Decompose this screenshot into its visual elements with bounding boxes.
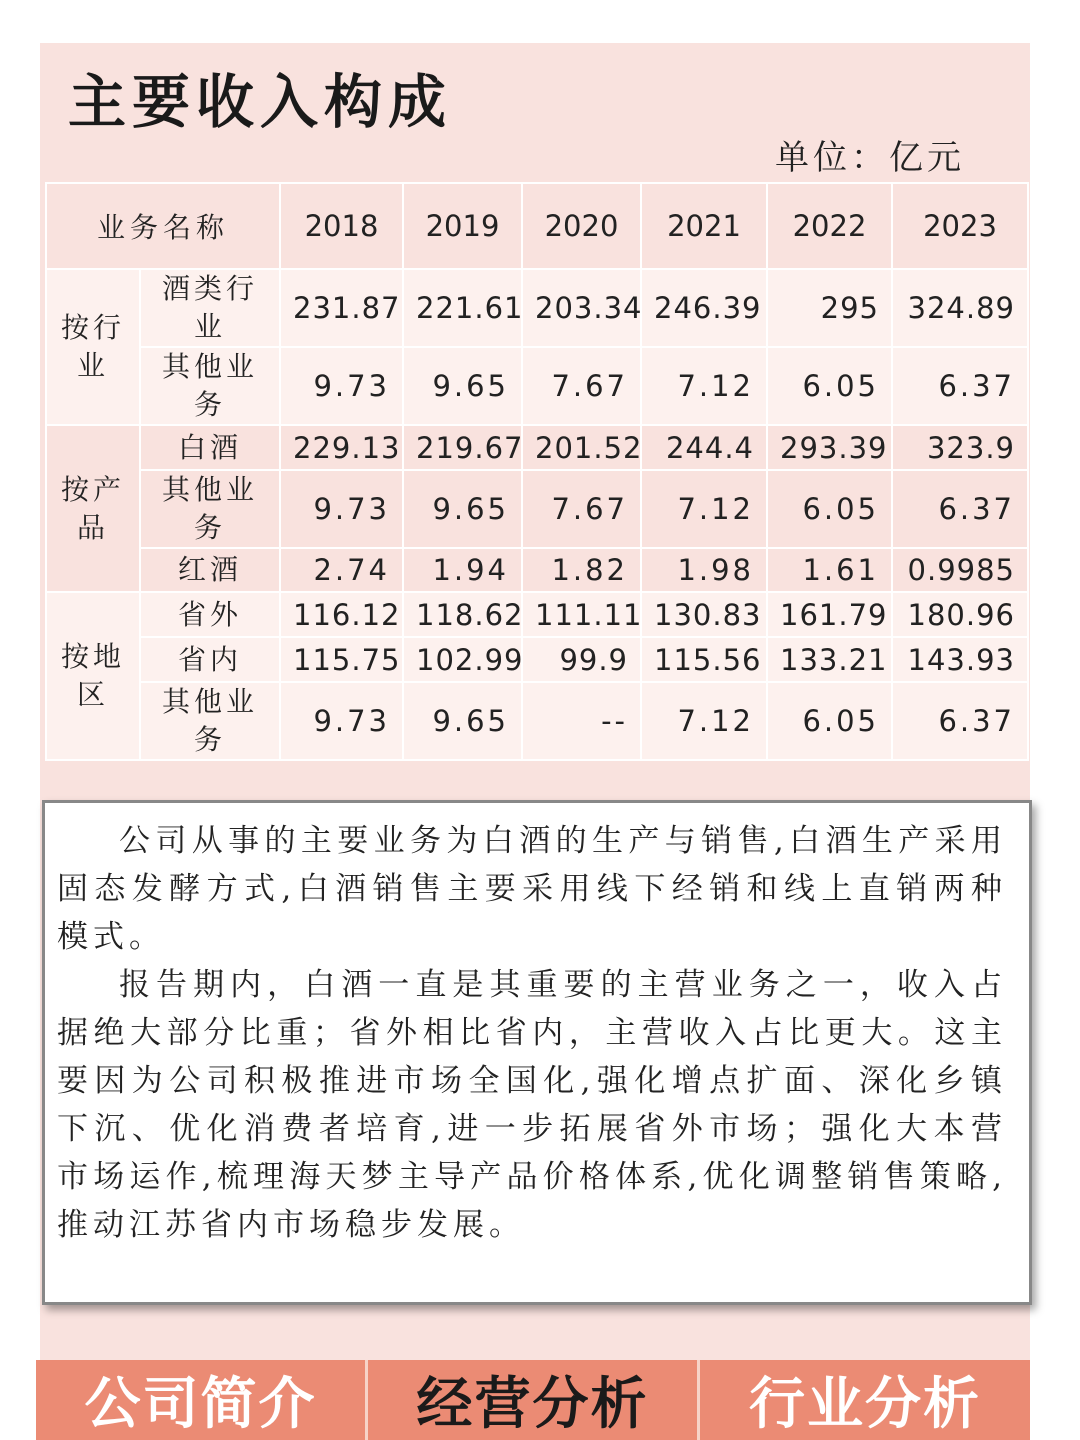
value-cell: 2.74	[280, 548, 403, 592]
value-cell: 111.11	[522, 592, 641, 637]
table-row	[46, 682, 1028, 760]
bottom-tab-bar	[36, 1360, 1030, 1440]
value-cell: --	[522, 682, 641, 760]
table-row	[46, 347, 1028, 425]
value-cell: 9.73	[280, 682, 403, 760]
row-name: 酒类行业	[140, 269, 280, 347]
value-cell: 201.52	[522, 425, 641, 470]
value-cell: 244.4	[641, 425, 767, 470]
header-year: 2019	[403, 183, 522, 269]
value-cell: 7.12	[641, 470, 767, 548]
description-paragraph: 报告期内，白酒一直是其重要的主营业务之一，收入占据绝大部分比重；省外相比省内，主营收入占比更大。这主要因为公司积极推进市场全国化,强化增点扩面、深化乡镇下沉、优化消费者培育,进一步拓展省外市场；强化大本营市场运作,梳理海天梦主导产品价格体系,优化调整销售策略,推动江苏省内市场稳步发展。	[57, 967, 1007, 1243]
value-cell: 246.39	[641, 269, 767, 347]
value-cell: 9.73	[280, 347, 403, 425]
row-name: 省内	[140, 637, 280, 682]
description-paragraph: 公司从事的主要业务为白酒的生产与销售,白酒生产采用固态发酵方式,白酒销售主要采用线下经销和线上直销两种模式。	[57, 823, 1007, 955]
row-name: 其他业务	[140, 347, 280, 425]
value-cell: 6.37	[892, 470, 1028, 548]
value-cell: 219.67	[403, 425, 522, 470]
table-row	[46, 637, 1028, 682]
value-cell: 9.65	[403, 347, 522, 425]
header-business-name: 业务名称	[46, 183, 280, 269]
table-row	[46, 592, 1028, 637]
value-cell: 7.12	[641, 682, 767, 760]
group-label: 按地区	[46, 592, 140, 760]
table-header-row	[46, 183, 1028, 269]
row-name: 其他业务	[140, 470, 280, 548]
value-cell: 6.37	[892, 347, 1028, 425]
revenue-table	[45, 182, 1029, 761]
value-cell: 293.39	[767, 425, 892, 470]
value-cell: 7.67	[522, 470, 641, 548]
description-box	[42, 800, 1032, 1305]
page-title: 主要收入构成	[68, 68, 453, 136]
value-cell: 1.82	[522, 548, 641, 592]
header-year: 2018	[280, 183, 403, 269]
tab-company-intro[interactable]: 公司简介	[36, 1360, 368, 1440]
table-row	[46, 425, 1028, 470]
value-cell: 9.73	[280, 470, 403, 548]
tab-business-analysis[interactable]: 经营分析	[368, 1360, 700, 1440]
value-cell: 6.05	[767, 347, 892, 425]
table-row	[46, 548, 1028, 592]
value-cell: 180.96	[892, 592, 1028, 637]
value-cell: 0.9985	[892, 548, 1028, 592]
value-cell: 130.83	[641, 592, 767, 637]
value-cell: 102.99	[403, 637, 522, 682]
value-cell: 133.21	[767, 637, 892, 682]
value-cell: 9.65	[403, 682, 522, 760]
header-year: 2021	[641, 183, 767, 269]
value-cell: 6.05	[767, 682, 892, 760]
header-year: 2023	[892, 183, 1028, 269]
row-name: 红酒	[140, 548, 280, 592]
value-cell: 1.98	[641, 548, 767, 592]
value-cell: 115.75	[280, 637, 403, 682]
value-cell: 6.37	[892, 682, 1028, 760]
row-name: 白酒	[140, 425, 280, 470]
value-cell: 295	[767, 269, 892, 347]
row-name: 省外	[140, 592, 280, 637]
value-cell: 229.13	[280, 425, 403, 470]
tab-industry-analysis[interactable]: 行业分析	[700, 1360, 1030, 1440]
value-cell: 116.12	[280, 592, 403, 637]
value-cell: 99.9	[522, 637, 641, 682]
group-label: 按产品	[46, 425, 140, 592]
value-cell: 221.61	[403, 269, 522, 347]
value-cell: 115.56	[641, 637, 767, 682]
value-cell: 231.87	[280, 269, 403, 347]
value-cell: 7.67	[522, 347, 641, 425]
header-year: 2022	[767, 183, 892, 269]
value-cell: 1.94	[403, 548, 522, 592]
value-cell: 323.9	[892, 425, 1028, 470]
unit-label: 单位：亿元	[775, 138, 965, 178]
header-year: 2020	[522, 183, 641, 269]
value-cell: 143.93	[892, 637, 1028, 682]
value-cell: 6.05	[767, 470, 892, 548]
value-cell: 203.34	[522, 269, 641, 347]
value-cell: 118.62	[403, 592, 522, 637]
row-name: 其他业务	[140, 682, 280, 760]
value-cell: 7.12	[641, 347, 767, 425]
value-cell: 9.65	[403, 470, 522, 548]
table-row	[46, 470, 1028, 548]
value-cell: 324.89	[892, 269, 1028, 347]
value-cell: 1.61	[767, 548, 892, 592]
table-row	[46, 269, 1028, 347]
group-label: 按行业	[46, 269, 140, 425]
value-cell: 161.79	[767, 592, 892, 637]
